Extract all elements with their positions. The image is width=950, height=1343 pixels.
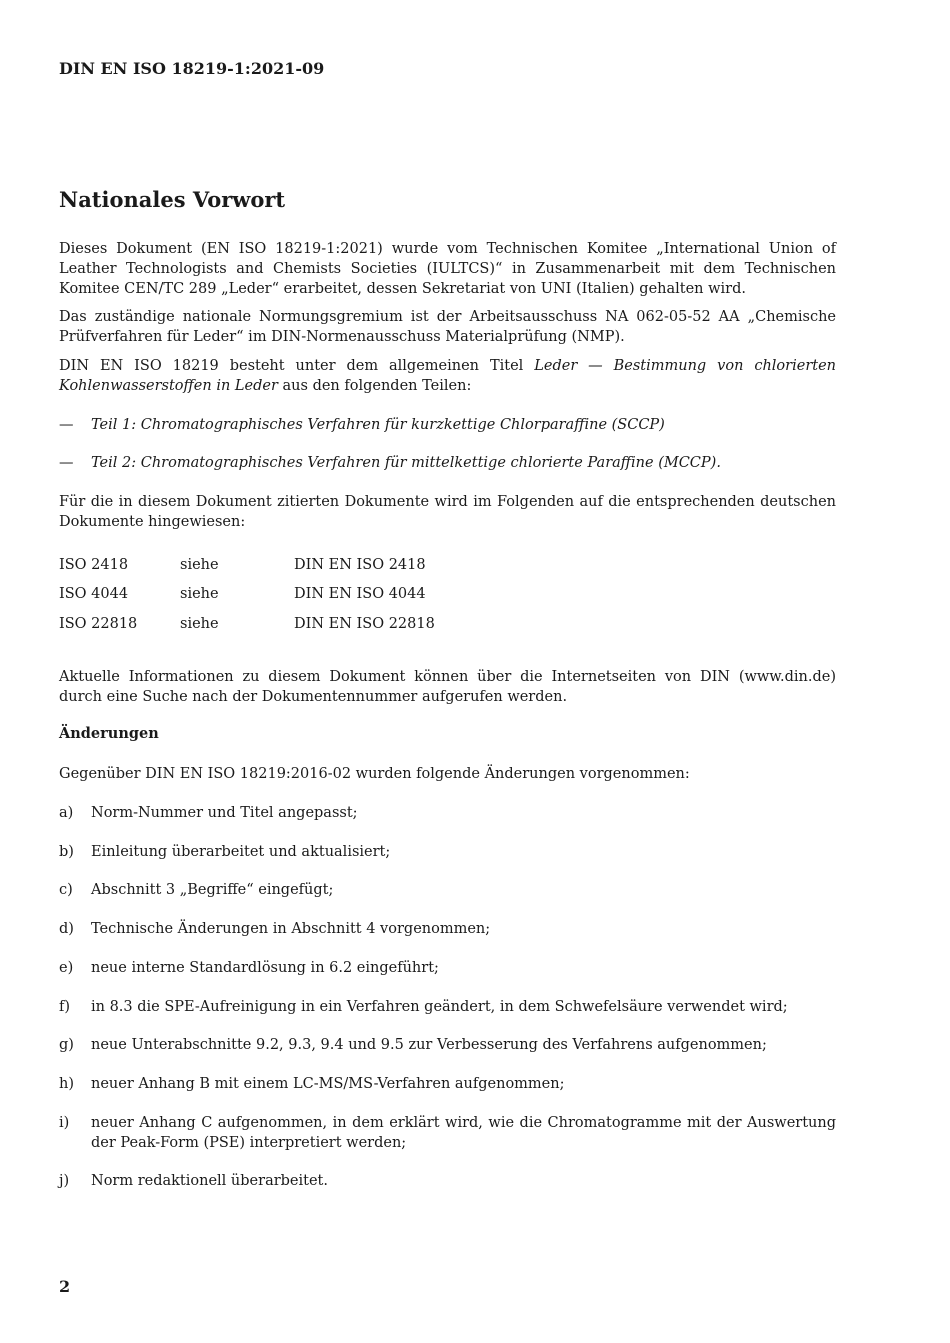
paragraph-committee: Dieses Dokument (EN ISO 18219-1:2021) wurde vom Technischen Komitee „International Union of Leather Technologists and Chemists Societies (IULTCS)“ in Zusammenarbeit mit dem Technischen Komitee CEN/TC 289 „Leder“ erarbeitet, dessen Sekretariat von UNI (Italien) gehalten wird. (59, 241, 836, 297)
change-label: f) (59, 999, 71, 1015)
page-title: Nationales Vorwort (59, 187, 286, 212)
changes-intro: Gegenüber DIN EN ISO 18219:2016-02 wurden folgende Änderungen vorgenommen: (59, 766, 690, 782)
change-label: g) (59, 1037, 74, 1053)
change-text: in 8.3 die SPE-Aufreinigung in ein Verfahren geändert, in dem Schwefelsäure verwendet wird; (91, 999, 788, 1015)
reference-iso: ISO 2418 (59, 557, 129, 573)
paragraph-current-info: Aktuelle Informationen zu diesem Dokument können über die Internetseiten von DIN (www.din.de) durch eine Suche nach der Dokumentennummer aufgerufen werden. (59, 669, 836, 705)
change-label: j) (59, 1173, 70, 1189)
reference-din: DIN EN ISO 4044 (294, 586, 426, 602)
change-item (59, 880, 836, 900)
dash-mark: — (59, 417, 74, 433)
reference-din: DIN EN ISO 2418 (294, 557, 426, 573)
change-label: c) (59, 882, 73, 898)
paragraph-national-body: Das zuständige nationale Normungsgremium ist der Arbeitsausschuss NA 062-05-52 AA „Chemische Prüfverfahren für Leder“ im DIN-Normenausschuss Materialprüfung (NMP). (59, 309, 836, 345)
series-suffix: aus den folgenden Teilen: (277, 378, 472, 394)
part-text: Teil 2: Chromatographisches Verfahren für mittelkettige chlorierte Paraffine (MCCP). (91, 455, 721, 471)
change-text: Abschnitt 3 „Begriffe“ eingefügt; (91, 882, 334, 898)
change-label: d) (59, 921, 74, 937)
change-text: Norm redaktionell überarbeitet. (91, 1173, 328, 1189)
dash-mark: — (59, 455, 74, 471)
change-item (59, 997, 836, 1017)
change-item (59, 1074, 836, 1094)
changes-heading: Änderungen (59, 725, 159, 742)
series-title: Leder — Bestimmung von chlorierten Kohlenwasserstoffen in Leder (59, 358, 836, 394)
change-text: Einleitung überarbeitet und aktualisiert; (91, 844, 391, 860)
change-item (59, 1113, 836, 1153)
change-text: neue Unterabschnitte 9.2, 9.3, 9.4 und 9.5 zur Verbesserung des Verfahrens aufgenommen; (91, 1037, 767, 1053)
paragraph-references-intro: Für die in diesem Dokument zitierten Dokumente wird im Folgenden auf die entsprechenden deutschen Dokumente hingewiesen: (59, 494, 836, 530)
reference-din: DIN EN ISO 22818 (294, 616, 435, 632)
part-text: Teil 1: Chromatographisches Verfahren für kurzkettige Chlorparaffine (SCCP) (91, 417, 665, 433)
change-item (59, 803, 836, 823)
page-number: 2 (59, 1277, 71, 1296)
reference-iso: ISO 22818 (59, 616, 138, 632)
change-item (59, 842, 836, 862)
change-label: i) (59, 1115, 70, 1131)
reference-see: siehe (180, 586, 219, 602)
change-text: Technische Änderungen in Abschnitt 4 vorgenommen; (91, 921, 491, 937)
series-prefix: DIN EN ISO 18219 besteht unter dem allgemeinen Titel (59, 358, 535, 374)
change-label: e) (59, 960, 74, 976)
document-id: DIN EN ISO 18219-1:2021-09 (59, 59, 325, 78)
paragraph-series (59, 356, 836, 396)
change-text: neuer Anhang B mit einem LC-MS/MS-Verfahren aufgenommen; (91, 1076, 565, 1092)
reference-see: siehe (180, 616, 219, 632)
change-item (59, 1035, 836, 1055)
change-item (59, 919, 836, 939)
change-item (59, 1171, 836, 1191)
change-item (59, 958, 836, 978)
change-text: neue interne Standardlösung in 6.2 eingeführt; (91, 960, 439, 976)
reference-iso: ISO 4044 (59, 586, 129, 602)
change-label: h) (59, 1076, 74, 1092)
change-label: a) (59, 805, 74, 821)
change-text: neuer Anhang C aufgenommen, in dem erklärt wird, wie die Chromatogramme mit der Auswertung der Peak-Form (PSE) interpretiert werden; (91, 1115, 836, 1151)
change-text: Norm-Nummer und Titel angepasst; (91, 805, 358, 821)
reference-see: siehe (180, 557, 219, 573)
change-label: b) (59, 844, 74, 860)
